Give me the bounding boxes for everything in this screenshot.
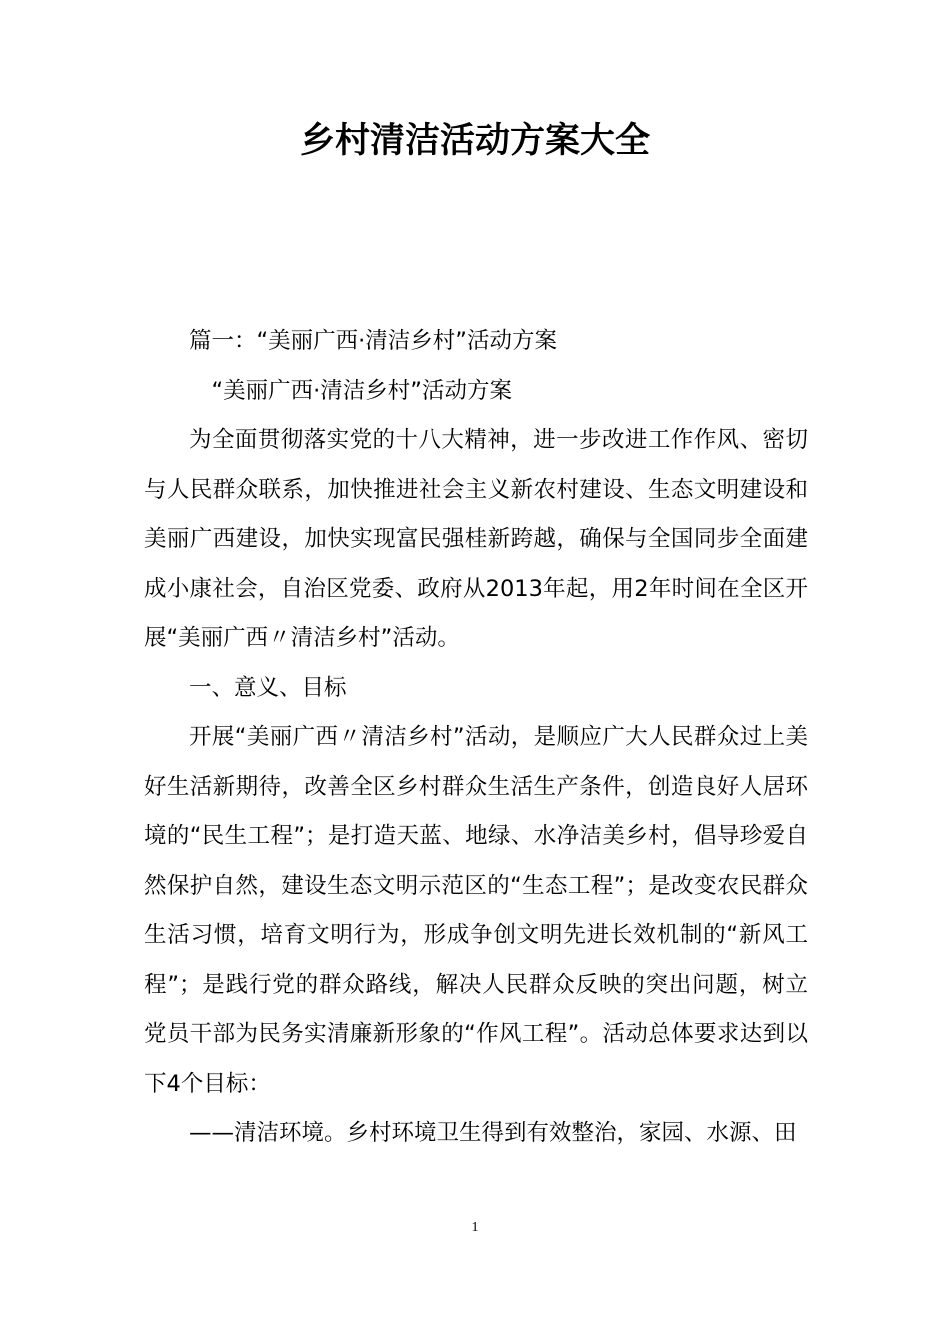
document-title: 乡村清洁活动方案大全 [299, 121, 650, 162]
section-heading: 篇一：“美丽广西·清洁乡村”活动方案 [189, 328, 557, 354]
paragraph: ——清洁环境。乡村环境卫生得到有效整治，家园、水源、田 [189, 1120, 797, 1146]
paragraph: 开展“美丽广西〃清洁乡村”活动，是顺应广大人民群众过上美好生活新期待，改善全区乡村群众生活生产条件，创造良好人居环境的“民生工程”；是打造天蓝、地绿、水净洁美乡村，倡导珍爱自然保护自然，建设生态文明示范区的“生态工程”；是改变农民群众生活习惯，培育文明行为，形成争创文明先进长效机制的“新风工程”；是践行党的群众路线，解决人民群众反映的突出问题，树立党员干部为民务实清廉新形象的“作风工程”。活动总体要求达到以下4个目标： [144, 724, 808, 1097]
page-number: 1 [471, 1220, 479, 1235]
subtitle: “美丽广西·清洁乡村”活动方案 [211, 377, 512, 404]
paragraph: 为全面贯彻落实党的十八大精神，进一步改进工作作风、密切与人民群众联系，加快推进社会主义新农村建设、生态文明建设和美丽广西建设，加快实现富民强桂新跨越，确保与全国同步全面建成小康社会，自治区党委、政府从2013年起，用2年时间在全区开展“美丽广西〃清洁乡村”活动。 [144, 427, 808, 651]
document-body [144, 317, 808, 1159]
section-heading: 一、意义、目标 [189, 674, 347, 701]
